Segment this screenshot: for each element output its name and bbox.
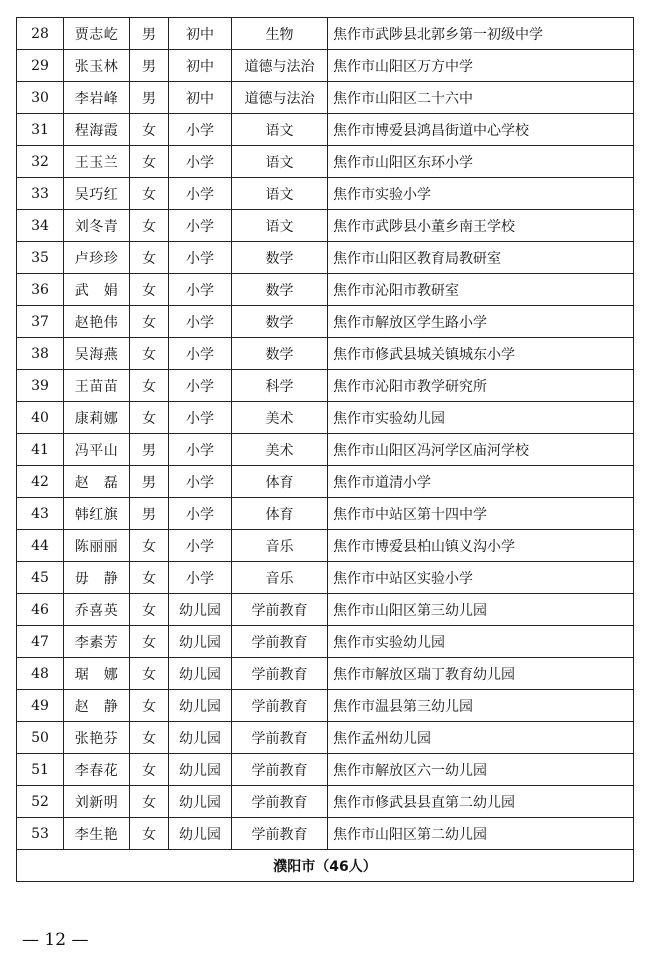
teacher-name: 赵艳伟 [64,306,130,338]
gender: 女 [130,530,169,562]
subject: 音乐 [232,562,328,594]
table-row [17,498,634,530]
row-number: 40 [17,402,64,434]
table-row [17,818,634,850]
teacher-name: 陈丽丽 [64,530,130,562]
teacher-name: 琚 娜 [64,658,130,690]
teacher-name: 吴海燕 [64,338,130,370]
table-row [17,274,634,306]
teacher-name: 程海霞 [64,114,130,146]
school-name: 焦作市温县第三幼儿园 [328,690,634,722]
table-row [17,338,634,370]
school-name: 焦作市博爱县柏山镇义沟小学 [328,530,634,562]
subject: 语文 [232,178,328,210]
subject: 体育 [232,466,328,498]
table-row [17,466,634,498]
region-header: 濮阳市（46人） [17,850,634,882]
subject: 学前教育 [232,594,328,626]
gender: 女 [130,626,169,658]
row-number: 45 [17,562,64,594]
subject: 学前教育 [232,722,328,754]
school-level: 小学 [169,274,232,306]
school-level: 幼儿园 [169,754,232,786]
school-level: 幼儿园 [169,658,232,690]
gender: 女 [130,690,169,722]
gender: 女 [130,274,169,306]
gender: 女 [130,754,169,786]
school-name: 焦作市中站区第十四中学 [328,498,634,530]
school-level: 小学 [169,146,232,178]
school-name: 焦作市山阳区万方中学 [328,50,634,82]
school-level: 小学 [169,338,232,370]
subject: 学前教育 [232,658,328,690]
school-name: 焦作市沁阳市教学研究所 [328,370,634,402]
table-row [17,754,634,786]
row-number: 32 [17,146,64,178]
school-name: 焦作市修武县县直第二幼儿园 [328,786,634,818]
table-row [17,370,634,402]
row-number: 50 [17,722,64,754]
table-row [17,562,634,594]
subject: 美术 [232,434,328,466]
row-number: 31 [17,114,64,146]
school-level: 小学 [169,402,232,434]
school-level: 初中 [169,18,232,50]
school-level: 小学 [169,530,232,562]
school-level: 小学 [169,210,232,242]
subject: 语文 [232,114,328,146]
gender: 女 [130,210,169,242]
teacher-name: 赵 静 [64,690,130,722]
table-row [17,722,634,754]
teacher-name: 韩红旗 [64,498,130,530]
school-name: 焦作市山阳区东环小学 [328,146,634,178]
subject: 生物 [232,18,328,50]
gender: 女 [130,786,169,818]
school-name: 焦作市中站区实验小学 [328,562,634,594]
subject: 数学 [232,274,328,306]
row-number: 52 [17,786,64,818]
subject: 道德与法治 [232,82,328,114]
subject: 语文 [232,146,328,178]
row-number: 41 [17,434,64,466]
school-name: 焦作市解放区瑞丁教育幼儿园 [328,658,634,690]
gender: 女 [130,242,169,274]
table-row [17,82,634,114]
row-number: 35 [17,242,64,274]
subject: 数学 [232,242,328,274]
school-name: 焦作市道清小学 [328,466,634,498]
school-name: 焦作市实验小学 [328,178,634,210]
row-number: 34 [17,210,64,242]
school-level: 初中 [169,82,232,114]
subject: 道德与法治 [232,50,328,82]
school-level: 幼儿园 [169,626,232,658]
subject: 体育 [232,498,328,530]
gender: 女 [130,594,169,626]
table-row [17,594,634,626]
gender: 男 [130,466,169,498]
school-level: 幼儿园 [169,722,232,754]
row-number: 28 [17,18,64,50]
teacher-name: 乔喜英 [64,594,130,626]
roster-body [17,18,634,882]
row-number: 33 [17,178,64,210]
teacher-name: 李素芳 [64,626,130,658]
row-number: 44 [17,530,64,562]
table-row [17,434,634,466]
school-level: 幼儿园 [169,786,232,818]
teacher-name: 吴巧红 [64,178,130,210]
subject: 数学 [232,306,328,338]
table-row [17,690,634,722]
table-row [17,306,634,338]
page-number: — 12 — [22,930,89,950]
table-row [17,18,634,50]
teacher-name: 冯平山 [64,434,130,466]
school-name: 焦作市沁阳市教研室 [328,274,634,306]
table-row [17,402,634,434]
school-name: 焦作孟州幼儿园 [328,722,634,754]
subject: 学前教育 [232,626,328,658]
school-level: 小学 [169,242,232,274]
teacher-name: 刘冬青 [64,210,130,242]
school-name: 焦作市武陟县北郭乡第一初级中学 [328,18,634,50]
school-name: 焦作市山阳区教育局教研室 [328,242,634,274]
table-row [17,114,634,146]
teacher-name: 王玉兰 [64,146,130,178]
table-row [17,530,634,562]
table-row [17,146,634,178]
teacher-name: 卢珍珍 [64,242,130,274]
row-number: 29 [17,50,64,82]
teacher-name: 张玉林 [64,50,130,82]
school-name: 焦作市修武县城关镇城东小学 [328,338,634,370]
gender: 男 [130,498,169,530]
row-number: 37 [17,306,64,338]
school-level: 小学 [169,178,232,210]
row-number: 53 [17,818,64,850]
table-row [17,178,634,210]
teacher-name: 李岩峰 [64,82,130,114]
school-level: 幼儿园 [169,818,232,850]
row-number: 38 [17,338,64,370]
subject: 学前教育 [232,754,328,786]
teacher-name: 赵 磊 [64,466,130,498]
school-level: 小学 [169,434,232,466]
school-level: 小学 [169,498,232,530]
row-number: 46 [17,594,64,626]
region-header-row [17,850,634,882]
table-row [17,242,634,274]
subject: 语文 [232,210,328,242]
gender: 女 [130,658,169,690]
teacher-name: 张艳芬 [64,722,130,754]
teacher-name: 刘新明 [64,786,130,818]
school-name: 焦作市博爱县鸿昌街道中心学校 [328,114,634,146]
gender: 女 [130,114,169,146]
school-level: 幼儿园 [169,690,232,722]
school-level: 小学 [169,466,232,498]
teacher-name: 毋 静 [64,562,130,594]
school-name: 焦作市实验幼儿园 [328,626,634,658]
subject: 学前教育 [232,818,328,850]
gender: 女 [130,338,169,370]
teacher-name: 贾志屹 [64,18,130,50]
teacher-name: 康莉娜 [64,402,130,434]
gender: 女 [130,402,169,434]
gender: 女 [130,146,169,178]
school-name: 焦作市山阳区冯河学区庙河学校 [328,434,634,466]
row-number: 30 [17,82,64,114]
subject: 音乐 [232,530,328,562]
gender: 男 [130,50,169,82]
gender: 男 [130,18,169,50]
table-row [17,658,634,690]
subject: 美术 [232,402,328,434]
school-name: 焦作市解放区学生路小学 [328,306,634,338]
school-name: 焦作市山阳区第三幼儿园 [328,594,634,626]
row-number: 36 [17,274,64,306]
gender: 女 [130,306,169,338]
gender: 男 [130,434,169,466]
school-name: 焦作市解放区六一幼儿园 [328,754,634,786]
row-number: 47 [17,626,64,658]
school-name: 焦作市武陟县小董乡南王学校 [328,210,634,242]
gender: 女 [130,370,169,402]
teacher-name: 李春花 [64,754,130,786]
table-row [17,210,634,242]
teacher-name: 武 娟 [64,274,130,306]
table-row [17,50,634,82]
school-name: 焦作市山阳区二十六中 [328,82,634,114]
school-level: 小学 [169,562,232,594]
row-number: 42 [17,466,64,498]
subject: 数学 [232,338,328,370]
school-level: 小学 [169,306,232,338]
school-level: 幼儿园 [169,594,232,626]
school-name: 焦作市实验幼儿园 [328,402,634,434]
gender: 男 [130,82,169,114]
subject: 学前教育 [232,786,328,818]
gender: 女 [130,722,169,754]
teacher-roster-table [16,17,634,882]
school-name: 焦作市山阳区第二幼儿园 [328,818,634,850]
table-row [17,786,634,818]
subject: 科学 [232,370,328,402]
row-number: 43 [17,498,64,530]
row-number: 39 [17,370,64,402]
teacher-name: 李生艳 [64,818,130,850]
teacher-name: 王苗苗 [64,370,130,402]
row-number: 48 [17,658,64,690]
school-level: 小学 [169,370,232,402]
subject: 学前教育 [232,690,328,722]
table-row [17,626,634,658]
gender: 女 [130,178,169,210]
row-number: 49 [17,690,64,722]
gender: 女 [130,818,169,850]
school-level: 小学 [169,114,232,146]
school-level: 初中 [169,50,232,82]
gender: 女 [130,562,169,594]
row-number: 51 [17,754,64,786]
